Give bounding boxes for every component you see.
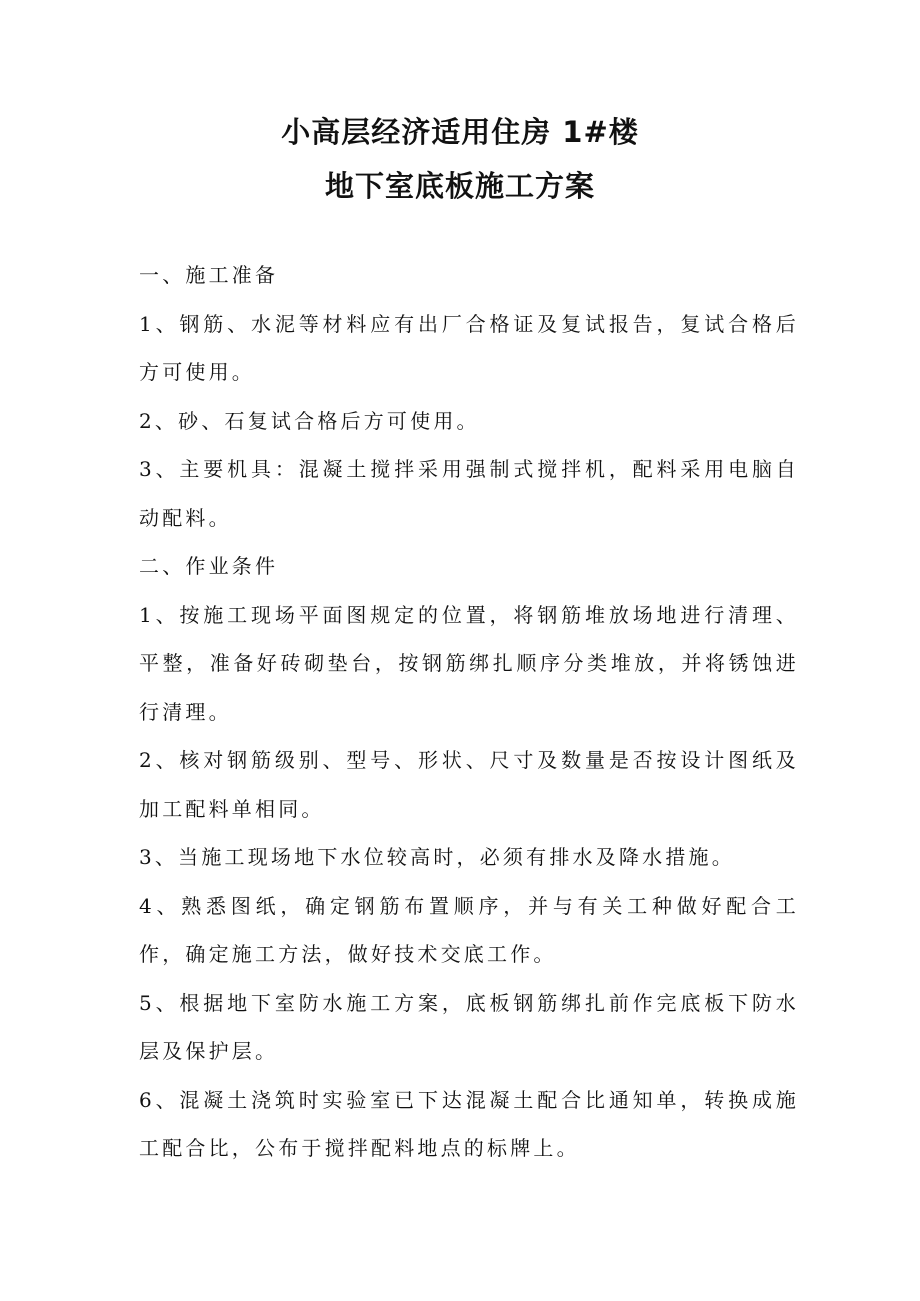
paragraph-cond-5: 5、根据地下室防水施工方案，底板钢筋绑扎前作完底板下防水层及保护层。 [139, 990, 799, 1063]
paragraph-cond-6: 6、混凝土浇筑时实验室已下达混凝土配合比通知单，转换成施工配合比，公布于搅拌配料地点的标牌上。 [139, 1087, 799, 1160]
section-heading-preparation: 一、施工准备 [139, 263, 279, 287]
paragraph-cond-1: 1、按施工现场平面图规定的位置，将钢筋堆放场地进行清理、平整，准备好砖砌垫台，按钢筋绑扎顺序分类堆放，并将锈蚀进行清理。 [139, 602, 799, 724]
paragraph-prep-2: 2、砂、石复试合格后方可使用。 [139, 408, 480, 433]
paragraph-cond-4: 4、熟悉图纸，确定钢筋布置顺序，并与有关工种做好配合工作，确定施工方法，做好技术交底工作。 [139, 893, 799, 966]
paragraph-prep-3: 3、主要机具：混凝土搅拌采用强制式搅拌机，配料采用电脑自动配料。 [139, 457, 799, 530]
document-title-line1: 小高层经济适用住房 1#楼 [281, 115, 639, 149]
document-title-line2: 地下室底板施工方案 [324, 169, 595, 203]
paragraph-cond-3: 3、当施工现场地下水位较高时，必须有排水及降水措施。 [139, 845, 735, 869]
paragraph-prep-1: 1、钢筋、水泥等材料应有出厂合格证及复试报告，复试合格后方可使用。 [139, 311, 799, 384]
document-body [139, 251, 799, 1173]
paragraph-cond-2: 2、核对钢筋级别、型号、形状、尺寸及数量是否按设计图纸及加工配料单相同。 [139, 748, 799, 821]
section-heading-conditions: 二、作业条件 [139, 554, 279, 578]
